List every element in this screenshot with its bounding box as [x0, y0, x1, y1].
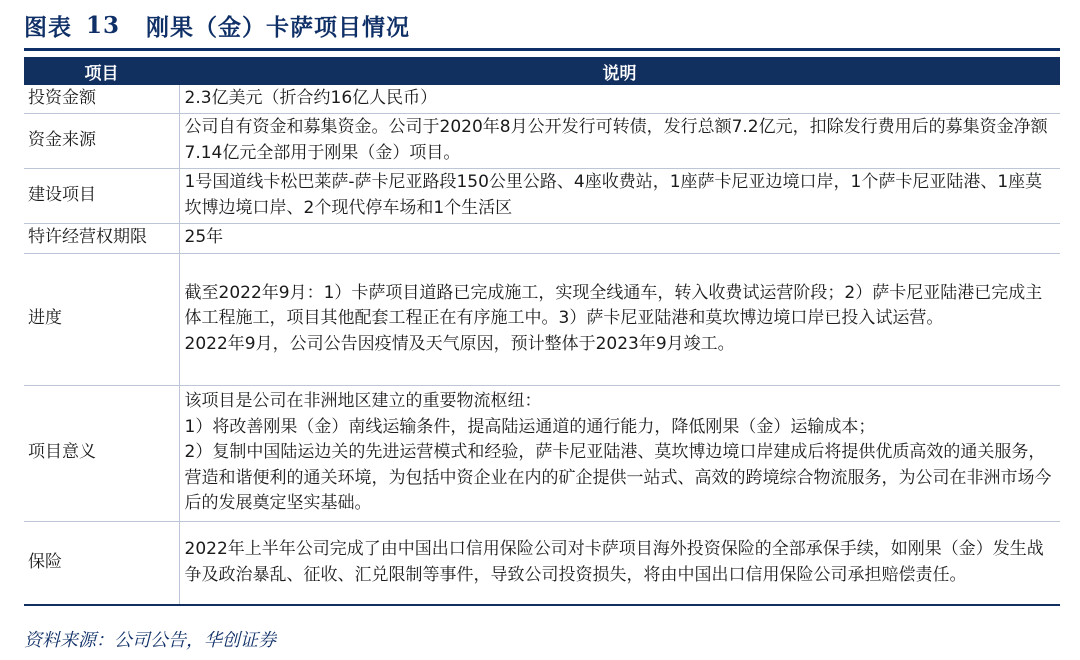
desc-text: 1）将改善刚果（金）南线运输条件，提高陆运通道的通行能力，降低刚果（金）运输成本； [184, 416, 876, 437]
row-desc [179, 168, 1060, 223]
row-label: 资金来源 [24, 113, 179, 168]
desc-text: 截至2022年9月：1）卡萨项目道路已完成施工，实现全线通车，转入收费试运营阶段；2）萨卡尼亚陆港已完成主体工程施工，项目其他配套工程正在有序施工中。3）萨卡尼亚陆港和莫坎博边境口岸已投入试运营。 [184, 282, 1043, 329]
desc-text: 2022年9月，公司公告因疫情及天气原因，预计整体于2023年9月竣工。 [184, 333, 735, 354]
table-header-row [24, 57, 1060, 85]
row-label: 特许经营权期限 [24, 223, 179, 253]
title-divider [24, 48, 1060, 51]
row-label: 项目意义 [24, 385, 179, 521]
figure-title [24, 6, 1060, 44]
table-row [24, 253, 1060, 385]
row-label: 建设项目 [24, 168, 179, 223]
header-desc: 说明 [179, 57, 1060, 85]
row-desc [179, 521, 1060, 605]
desc-text: 25年 [184, 227, 224, 248]
source-note: 资料来源：公司公告，华创证券 [24, 630, 276, 651]
project-info-table [24, 57, 1060, 606]
header-item: 项目 [24, 57, 179, 85]
desc-text: 2022年上半年公司完成了由中国出口信用保险公司对卡萨项目海外投资保险的全部承保手续，如刚果（金）发生战争及政治暴乱、征收、汇兑限制等事件，导致公司投资损失，将由中国出口信用保险公司承担赔偿责任。 [184, 539, 1044, 585]
desc-text: 公司自有资金和募集资金。公司于2020年8月公开发行可转债，发行总额7.2亿元，扣除发行费用后的募集资金净额7.14亿元全部用于刚果（金）项目。 [184, 116, 1048, 163]
row-desc [179, 253, 1060, 385]
table-row [24, 521, 1060, 605]
table-row [24, 168, 1060, 223]
table-row [24, 85, 1060, 113]
table-row [24, 223, 1060, 253]
row-label: 投资金额 [24, 85, 179, 113]
figure-title-text: 刚果（金）卡萨项目情况 [146, 13, 411, 41]
desc-text: 2.3亿美元（折合约16亿人民币） [184, 87, 438, 108]
table-row [24, 113, 1060, 168]
row-desc [179, 223, 1060, 253]
row-desc [179, 113, 1060, 168]
figure-number: 13 [86, 11, 121, 39]
figure-label: 图表 [24, 13, 72, 41]
row-label: 保险 [24, 521, 179, 605]
desc-text: 2）复制中国陆运边关的先进运营模式和经验，萨卡尼亚陆港、莫坎博边境口岸建成后将提供优质高效的通关服务，营造和谐便利的通关环境，为包括中资企业在内的矿企提供一站式、高效的跨境综合物流服务，为公司在非洲市场今后的发展奠定坚实基础。 [184, 442, 1052, 514]
row-label: 进度 [24, 253, 179, 385]
row-desc [179, 385, 1060, 521]
desc-text: 1号国道线卡松巴莱萨-萨卡尼亚路段150公里公路、4座收费站，1座萨卡尼亚边境口岸，1个萨卡尼亚陆港、1座莫坎博边境口岸、2个现代停车场和1个生活区 [184, 171, 1043, 218]
desc-text: 该项目是公司在非洲地区建立的重要物流枢纽： [184, 391, 542, 412]
row-desc [179, 85, 1060, 113]
table-row [24, 385, 1060, 521]
